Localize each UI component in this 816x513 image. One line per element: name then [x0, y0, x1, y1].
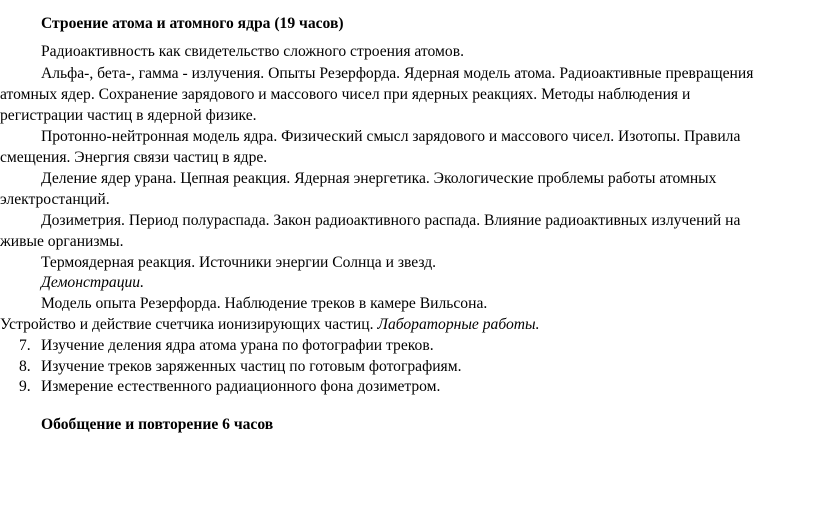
paragraph-nuclear-model-line-1: Протонно-нейтронная модель ядра. Физический смысл зарядового и массового чисел. Изотопы. Правила — [41, 128, 741, 145]
demonstrations-line-2 — [0, 315, 540, 335]
demonstrations-line-1: Модель опыта Резерфорда. Наблюдение треков в камере Вильсона. — [41, 295, 488, 312]
section-heading: Строение атома и атомного ядра (19 часов) — [41, 15, 344, 32]
list-item — [19, 357, 461, 377]
paragraph-thermonuclear: Термоядерная реакция. Источники энергии Солнца и звезд. — [41, 254, 437, 271]
list-item-text: Изучение треков заряженных частиц по готовым фотографиям. — [41, 358, 462, 375]
list-item-text: Измерение естественного радиационного фона дозиметром. — [41, 378, 441, 395]
list-item-text: Изучение деления ядра атома урана по фотографии треков. — [41, 337, 434, 354]
paragraph-nuclear-model-line-2: смещения. Энергия связи частиц в ядре. — [0, 149, 268, 166]
demonstrations-label: Демонстрации. — [41, 274, 145, 291]
section-heading-summary: Обобщение и повторение 6 часов — [41, 416, 274, 433]
list-item — [19, 377, 440, 397]
paragraph-radiation-line-1: Альфа-, бета-, гамма - излучения. Опыты Резерфорда. Ядерная модель атома. Радиоактивные превращения — [41, 65, 754, 82]
paragraph-fission-line-2: электростанций. — [0, 191, 110, 208]
list-item-number: 8. — [19, 358, 31, 375]
list-item-number: 9. — [19, 378, 31, 395]
paragraph-dosimetry-line-1: Дозиметрия. Период полураспада. Закон радиоактивного распада. Влияние радиоактивных излучений на — [41, 212, 741, 229]
list-item-number: 7. — [19, 337, 31, 354]
lab-works-label: Лабораторные работы. — [377, 316, 540, 333]
paragraph-dosimetry-line-2: живые организмы. — [0, 233, 124, 250]
demonstrations-text: Устройство и действие счетчика ионизирующих частиц. — [0, 316, 374, 333]
paragraph-radiation-line-2: атомных ядер. Сохранение зарядового и массового чисел при ядерных реакциях. Методы наблюдения и — [0, 86, 691, 103]
list-item — [19, 336, 434, 356]
paragraph-radiation-line-3: регистрации частиц в ядерной физике. — [0, 107, 257, 124]
paragraph-fission-line-1: Деление ядер урана. Цепная реакция. Ядерная энергетика. Экологические проблемы работы атомных — [41, 170, 717, 187]
paragraph-radioactivity: Радиоактивность как свидетельство сложного строения атомов. — [41, 43, 464, 60]
